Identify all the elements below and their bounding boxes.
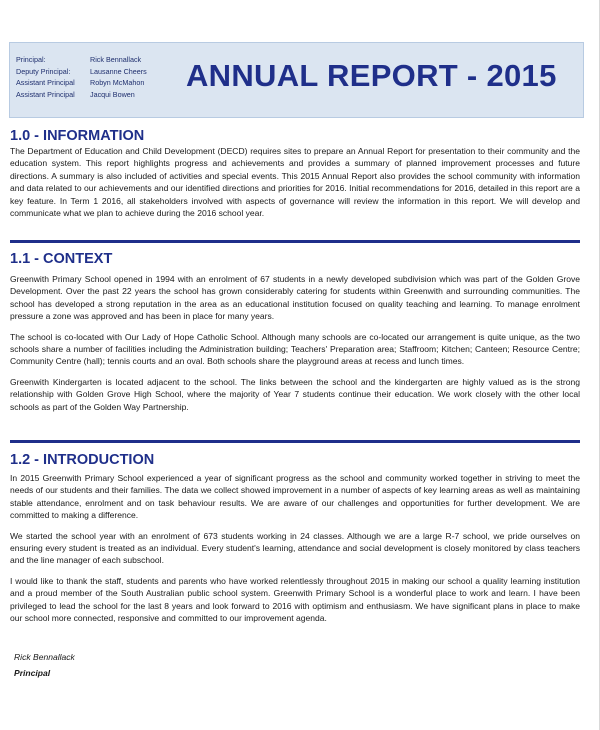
section-heading: 1.2 - INTRODUCTION [10,452,155,468]
section-paragraph: In 2015 Greenwith Primary School experienced a year of significant progress as the school and community worked together in striving to meet the needs of our students and their families. The data we collect showed improvement in a number of aspects of key learning areas as well as maintaining stable attendance, enrolment and on task behaviour results. We are aware of our challenges and opportunities for further development. We are committed to making a difference. [10,473,580,521]
staff-role: Assistant Principal [16,89,75,99]
signature-title: Principal [14,668,51,678]
report-header [9,42,584,118]
section-paragraph: I would like to thank the staff, students and parents who have worked relentlessly throughout 2015 in making our school a quality learning institution and a proud member of the South Australian public school system. Greenwith Primary School is a wonderful place to work and learn. I have been privileged to lead the school for the last 8 years and look forward to 2016 with optimism and enthusiasm. We have significant plans in place to make our school more connected, responsive and committed to our improvement agenda. [10,575,580,624]
staff-name: Lausanne Cheers [90,66,147,76]
section-heading: 1.0 - INFORMATION [10,128,145,144]
section-paragraph: We started the school year with an enrolment of 673 students working in 24 classes. Although we are a large R-7 school, we pride ourselves on ensuring every student is treated as an individual. Every student's learning, attendance and social development is closely monitored by class teachers and the line manager of each subschool. [10,530,580,566]
section-heading: 1.1 - CONTEXT [10,251,113,267]
section-introduction [10,451,580,624]
staff-role: Assistant Principal [16,78,75,87]
signature-name: Rick Bennallack [14,652,75,662]
staff-name: Jacqui Bowen [90,89,135,99]
staff-row [16,77,180,89]
section-paragraph: The Department of Education and Child Development (DECD) requires sites to prepare an Annual Report for presentation to their community and the education system. This report highlights progress and achievements and provides a summary of planned improvement processes and future directions. A summary is also included of activities and special events. This 2015 Annual Report also provides the school community with information and data related to our achievements and our identified directions and priorities for 2016. Initial recommendations for 2016, detailed in this report are a key feature. In Term 1 2016, all stakeholders involved with aspects of governance will review the information in this report. We will develop and communicate what we plan to achieve during the 2016 school year. [10,146,580,219]
section-divider [10,240,580,243]
section-context [10,250,580,413]
section-divider [10,440,580,443]
staff-row [16,89,180,101]
section-paragraph: Greenwith Primary School opened in 1994 with an enrolment of 67 students in a newly developed subdivision which was part of the Golden Grove Development. Over the past 22 years the school has grown considerably catering for students within Greenwith and surrounding communities. The school has developed a strong reputation in the area as an educational institution focused on quality teaching and learning. To manage enrolment pressure a zone was approved and has been in place for many years. [10,274,580,322]
section-paragraph: The school is co-located with Our Lady of Hope Catholic School. Although many schools are co-located our arrangement is quite unique, as the two schools share a number of facilities including the Administration building; Teachers' Preparation area; Staffroom; Kitchen; Canteen; Resource Centre; Community Centre (hall); tennis courts and an oval. Both schools share the playground areas at recess and lunch times. [10,331,580,367]
staff-row [16,54,180,66]
staff-name: Robyn McMahon [90,78,145,87]
staff-list [16,54,180,100]
staff-row [16,66,180,78]
staff-role: Principal: [16,55,46,64]
staff-role: Deputy Principal: [16,66,71,76]
section-information [10,127,580,219]
section-paragraph: Greenwith Kindergarten is located adjacent to the school. The links between the school and the kindergarten are highly valued as is the strong relationship with Golden Grove High School, where the majority of Year 7 students continue their education. We work closely with the other local schools as part of the Golden Way Partnership. [10,376,580,412]
staff-name: Rick Bennallack [90,55,142,64]
report-title: ANNUAL REPORT - 2015 [186,58,557,93]
